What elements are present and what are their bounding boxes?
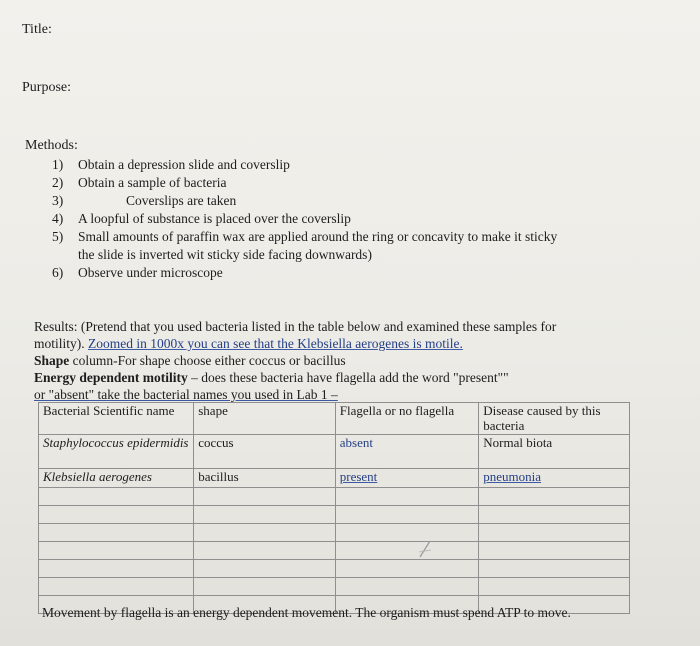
empty-cell[interactable]: [335, 578, 479, 596]
method-step: 3) Coverslips are taken: [52, 193, 237, 208]
header-cell: Disease caused by this bacteria: [479, 403, 630, 435]
results-line: Results: (Pretend that you used bacteria listed in the table below and examined these samples for: [34, 319, 557, 334]
empty-cell[interactable]: [194, 524, 336, 542]
table-row: [39, 469, 630, 488]
results-answer: Zoomed in 1000x you can see that the Klebsiella aerogenes is motile.: [88, 336, 463, 351]
empty-cell[interactable]: [39, 542, 194, 560]
empty-cell[interactable]: [39, 578, 194, 596]
table-cell: Klebsiella aerogenes: [39, 469, 194, 488]
empty-cell[interactable]: [479, 542, 630, 560]
method-step: 6) Observe under microscope: [52, 265, 223, 280]
empty-cell[interactable]: [335, 488, 479, 506]
method-step: 5) Small amounts of paraffin wax are applied around the ring or concavity to make it sticky the slide is inverted wit sticky side facing downwards): [52, 229, 558, 262]
table-cell: present: [335, 469, 479, 488]
title-label: Title:: [22, 22, 52, 37]
results-line: or "absent" take the bacterial names you used in Lab 1 –: [34, 387, 338, 402]
empty-cell[interactable]: [479, 524, 630, 542]
method-step: 4) A loopful of substance is placed over the coverslip: [52, 211, 351, 226]
empty-cell[interactable]: [479, 488, 630, 506]
footer-note: Movement by flagella is an energy dependent movement. The organism must spend ATP to move.: [42, 605, 571, 620]
empty-cell[interactable]: [39, 488, 194, 506]
bacteria-table: [38, 402, 630, 614]
method-step: 1) Obtain a depression slide and coverslip: [52, 157, 290, 172]
header-cell: Flagella or no flagella: [335, 403, 479, 435]
empty-cell[interactable]: [335, 506, 479, 524]
table-cell: coccus: [194, 435, 336, 469]
purpose-label: Purpose:: [22, 80, 71, 95]
empty-cell[interactable]: [39, 524, 194, 542]
empty-cell[interactable]: [194, 488, 336, 506]
empty-cell[interactable]: [335, 542, 479, 560]
empty-cell[interactable]: [194, 506, 336, 524]
shape-instruction: Shape column-For shape choose either coccus or bacillus: [34, 353, 346, 368]
empty-cell[interactable]: [479, 578, 630, 596]
empty-rows: [39, 488, 630, 614]
methods-heading: Methods:: [25, 138, 78, 153]
empty-cell[interactable]: [335, 524, 479, 542]
results-line: motility). Zoomed in 1000x you can see that the Klebsiella aerogenes is motile.: [34, 336, 463, 351]
empty-table-row: [39, 578, 630, 596]
header-cell: shape: [194, 403, 336, 435]
empty-table-row: [39, 488, 630, 506]
header-cell: Bacterial Scientific name: [39, 403, 194, 435]
table-cell: absent: [335, 435, 479, 469]
table-row: [39, 435, 630, 469]
table-cell: pneumonia: [479, 469, 630, 488]
table-cell: Normal biota: [479, 435, 630, 469]
empty-cell[interactable]: [335, 560, 479, 578]
empty-table-row: [39, 542, 630, 560]
empty-cell[interactable]: [194, 560, 336, 578]
table-header-row: [39, 403, 630, 435]
table-cell: bacillus: [194, 469, 336, 488]
results-section: [34, 318, 654, 403]
empty-cell[interactable]: [479, 506, 630, 524]
table-cell: Staphylococcus epidermidis: [39, 435, 194, 469]
methods-list: [52, 156, 652, 282]
pencil-mark-icon: [418, 540, 432, 558]
method-step: 2) Obtain a sample of bacteria: [52, 175, 227, 190]
empty-cell[interactable]: [194, 542, 336, 560]
empty-cell[interactable]: [194, 578, 336, 596]
empty-table-row: [39, 506, 630, 524]
empty-cell[interactable]: [39, 560, 194, 578]
empty-table-row: [39, 560, 630, 578]
motility-instruction: Energy dependent motility – does these bacteria have flagella add the word "present"": [34, 370, 509, 385]
empty-table-row: [39, 524, 630, 542]
empty-cell[interactable]: [39, 506, 194, 524]
empty-cell[interactable]: [479, 560, 630, 578]
